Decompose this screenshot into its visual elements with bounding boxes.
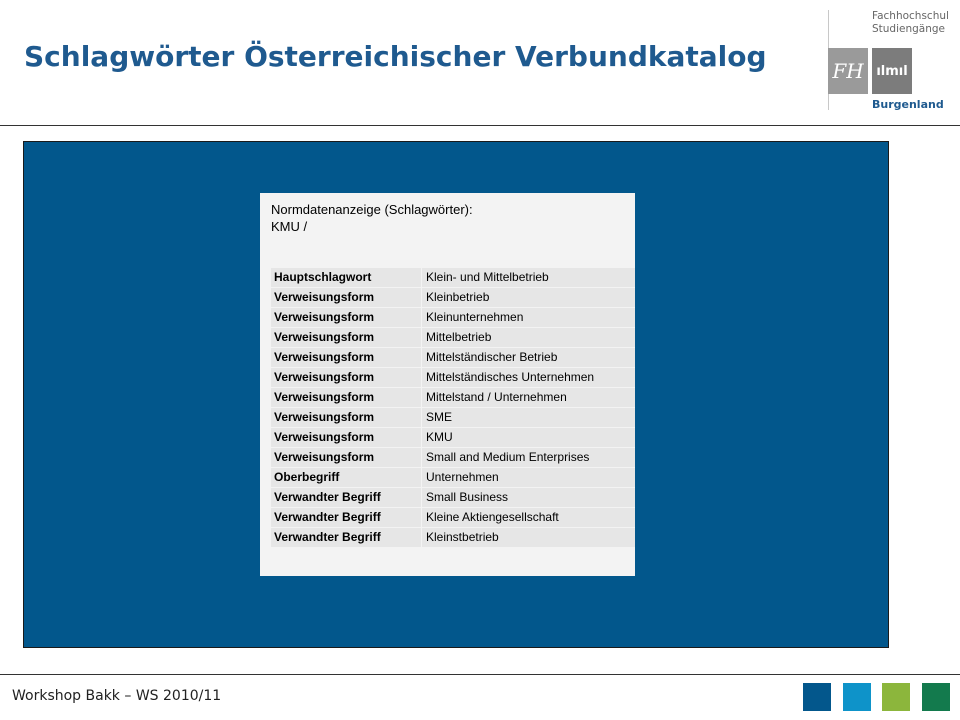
field-label: Verweisungsform [274, 350, 375, 364]
field-value: Kleinstbetrieb [421, 528, 635, 547]
logo-line-1: Fachhochschul [872, 10, 949, 22]
logo-region: Burgenland [872, 98, 944, 111]
footer-square-3 [882, 683, 910, 711]
record-table [271, 268, 635, 548]
table-row [271, 528, 635, 547]
footer-text: Workshop Bakk – WS 2010/11 [12, 688, 222, 704]
field-label: Verweisungsform [274, 390, 375, 404]
footer-square-2 [843, 683, 871, 711]
table-row [271, 368, 635, 387]
footer-square-1 [803, 683, 831, 711]
building-mark-icon: ılmıl [872, 48, 912, 94]
field-label: Verwandter Begriff [274, 510, 381, 524]
field-label: Oberbegriff [274, 470, 340, 484]
field-value: Kleine Aktiengesellschaft [421, 508, 635, 527]
field-value: Mittelständisches Unternehmen [421, 368, 635, 387]
table-row [271, 428, 635, 447]
field-label: Verweisungsform [274, 290, 375, 304]
field-value: SME [421, 408, 635, 427]
logo-line-2: Studiengänge [872, 23, 946, 35]
field-value: Mittelständischer Betrieb [421, 348, 635, 367]
field-label: Verwandter Begriff [274, 530, 381, 544]
table-row [271, 408, 635, 427]
field-label: Verweisungsform [274, 370, 375, 384]
authority-record-card [260, 193, 635, 576]
field-label: Hauptschlagwort [274, 270, 372, 284]
field-value: Mittelbetrieb [421, 328, 635, 347]
fh-mark-icon: FH [828, 48, 868, 94]
record-heading-title: Normdatenanzeige (Schlagwörter): [271, 202, 473, 217]
field-label: Verweisungsform [274, 310, 375, 324]
table-row [271, 328, 635, 347]
fh-burgenland-logo [826, 10, 956, 120]
field-value: Kleinunternehmen [421, 308, 635, 327]
record-heading [271, 201, 473, 235]
table-row [271, 508, 635, 527]
slide-title: Schlagwörter Österreichischer Verbundkatalog [24, 40, 767, 73]
field-value: Kleinbetrieb [421, 288, 635, 307]
field-label: Verweisungsform [274, 450, 375, 464]
field-label: Verweisungsform [274, 430, 375, 444]
table-row [271, 348, 635, 367]
field-value: Klein- und Mittelbetrieb [421, 268, 635, 287]
field-value: KMU [421, 428, 635, 447]
field-value: Unternehmen [421, 468, 635, 487]
field-label: Verweisungsform [274, 410, 375, 424]
header-divider [0, 125, 960, 126]
table-row [271, 468, 635, 487]
table-row [271, 388, 635, 407]
table-row [271, 488, 635, 507]
field-value: Small Business [421, 488, 635, 507]
field-label: Verweisungsform [274, 330, 375, 344]
field-value: Mittelstand / Unternehmen [421, 388, 635, 407]
table-row [271, 448, 635, 467]
table-row [271, 288, 635, 307]
record-subject: KMU / [271, 219, 308, 234]
table-row [271, 268, 635, 287]
table-row [271, 308, 635, 327]
field-label: Verwandter Begriff [274, 490, 381, 504]
footer-square-4 [922, 683, 950, 711]
footer-divider [0, 674, 960, 675]
field-value: Small and Medium Enterprises [421, 448, 635, 467]
